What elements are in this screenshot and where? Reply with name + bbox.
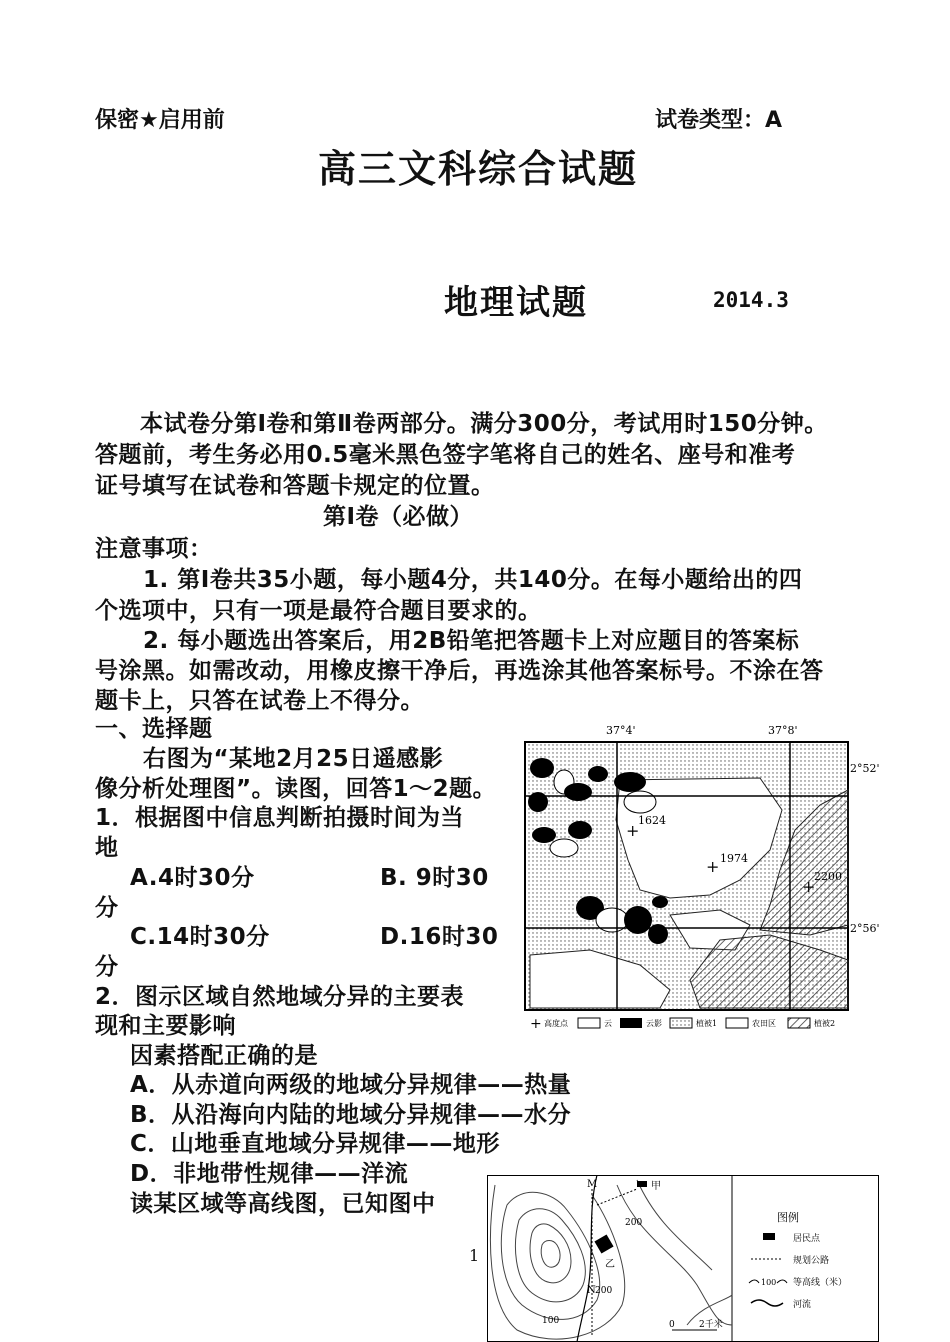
contour-label: 200 [625, 1218, 643, 1228]
label-yi: 乙 [605, 1259, 615, 1270]
q1-option-d: D.16时30 [380, 924, 499, 950]
height-point-marker: + [626, 821, 640, 840]
legend-title: 图例 [777, 1211, 799, 1224]
legend-label: 农田区 [752, 1019, 776, 1028]
height-label: 1624 [638, 814, 666, 827]
legend-label: 规划公路 [793, 1256, 830, 1266]
legend-label: 云影 [646, 1019, 662, 1028]
q2-option-d: D．非地带性规律——洋流 [130, 1161, 409, 1187]
remote-sensing-map [520, 720, 882, 1038]
height-point-marker: + [706, 857, 720, 876]
part-heading: 第Ⅰ卷（必做） [323, 504, 474, 530]
q3-intro: 读某区域等高线图，已知图中 [130, 1191, 436, 1217]
height-point-legend-icon: + [530, 1016, 542, 1032]
planned-road [597, 1189, 637, 1205]
page-number: 1 [469, 1246, 480, 1265]
farm-legend-swatch [726, 1018, 748, 1028]
scale-label: 0 [669, 1320, 675, 1330]
intro-line-1: 本试卷分第Ⅰ卷和第Ⅱ卷两部分。满分300分，考试用时150分钟。 [140, 411, 828, 437]
q1-option-b-cont: 分 [95, 895, 119, 921]
q1-option-a: A.4时30分 [130, 865, 255, 891]
cloud-shadow [564, 783, 592, 801]
question-intro: 像分析处理图”。读图，回答1～2题。 [95, 776, 497, 802]
label-m: M [587, 1179, 598, 1190]
contour-legend-icon [777, 1280, 787, 1283]
q2-option-c: C．山地垂直地域分异规律——地形 [130, 1131, 500, 1157]
settlement-icon [637, 1181, 647, 1187]
height-label: 1974 [720, 852, 748, 865]
confidential-label: 保密★启用前 [95, 108, 225, 133]
river [577, 1175, 597, 1342]
scale-label: 2千米 [699, 1320, 723, 1330]
cloud [624, 791, 656, 813]
q2-stem: 因素搭配正确的是 [130, 1043, 318, 1069]
label-jia: 甲 [651, 1181, 661, 1192]
vegetation-2-legend-swatch [788, 1018, 810, 1028]
note-line: 题卡上，只答在试卷上不得分。 [95, 688, 424, 714]
settlement-icon [594, 1234, 613, 1253]
intro-line-2: 答题前，考生务必用0.5毫米黑色签字笔将自己的姓名、座号和准考 [95, 442, 796, 468]
note-line: 个选项中，只有一项是最符合题目要求的。 [95, 598, 542, 624]
cloud-shadow [624, 906, 652, 934]
contour-legend-icon [749, 1280, 759, 1283]
q2-stem: 2．图示区域自然地域分异的主要表 [95, 984, 465, 1010]
legend-label: 等高线（米） [793, 1278, 848, 1288]
q2-option-b: B．从沿海向内陆的地域分异规律——水分 [130, 1102, 572, 1128]
cloud-shadow [530, 758, 554, 778]
cloud-shadow [648, 924, 668, 944]
paper-type-label: 试卷类型：A [655, 108, 783, 133]
lat-label-1: 2°52' [850, 762, 880, 775]
river-legend-icon [751, 1300, 783, 1306]
legend-label: 植被1 [696, 1019, 718, 1028]
exam-date: 2014.3 [713, 288, 789, 312]
lon-label-2: 37°8' [768, 724, 798, 737]
note-line: 号涂黑。如需改动，用橡皮擦干净后，再选涂其他答案标号。不涂在答 [95, 658, 824, 684]
q1-option-b: B. 9时30 [380, 865, 489, 891]
question-intro: 右图为“某地2月25日遥感影 [143, 746, 444, 772]
q2-option-a: A．从赤道向两级的地域分异规律——热量 [130, 1072, 572, 1098]
cloud-shadow [528, 792, 548, 812]
cloud-legend-swatch [578, 1018, 600, 1028]
intro-line-3: 证号填写在试卷和答题卡规定的位置。 [95, 473, 495, 499]
notes-title: 注意事项： [95, 536, 213, 562]
height-label: 2200 [814, 870, 842, 883]
cloud-shadow [652, 896, 668, 908]
legend-label: 植被2 [814, 1019, 836, 1028]
contour-label: 200 [595, 1286, 613, 1296]
q1-option-d-cont: 分 [95, 954, 119, 980]
lon-label-1: 37°4' [606, 724, 636, 737]
subject-title: 地理试题 [444, 283, 588, 323]
legend-label: 居民点 [793, 1234, 821, 1244]
map1-legend [530, 1016, 835, 1032]
q1-stem: 地 [95, 835, 119, 861]
q1-option-c: C.14时30分 [130, 924, 270, 950]
legend-label: 河流 [793, 1300, 812, 1310]
q2-stem: 现和主要影响 [95, 1013, 236, 1039]
page-title: 高三文科综合试题 [318, 147, 639, 191]
legend-label: 云 [604, 1019, 612, 1028]
cloud-shadow [568, 821, 592, 839]
cloud-shadow [588, 766, 608, 782]
note-line: 1. 第Ⅰ卷共35小题，每小题4分，共140分。在每小题给出的四 [143, 567, 803, 593]
height-point-marker: + [802, 877, 816, 896]
legend-label: 高度点 [544, 1019, 568, 1028]
cloud-shadow [614, 772, 646, 792]
map2-legend [749, 1210, 847, 1310]
label-n: N [587, 1285, 596, 1296]
q1-stem: 1．根据图中信息判断拍摄时间为当 [95, 805, 465, 831]
settlement-legend-icon [763, 1233, 775, 1240]
lat-label-2: 2°56' [850, 922, 880, 935]
cloud [550, 839, 578, 857]
vegetation-1-legend-swatch [670, 1018, 692, 1028]
note-line: 2. 每小题选出答案后，用2B铅笔把答题卡上对应题目的答案标 [143, 628, 800, 654]
contour-label: 100 [542, 1316, 560, 1326]
section-heading: 一、选择题 [95, 716, 213, 742]
contour-map [487, 1175, 879, 1342]
cloud-shadow [532, 827, 556, 843]
cloud-shadow-legend-swatch [620, 1018, 642, 1028]
legend-contour-value: 100 [761, 1278, 777, 1287]
